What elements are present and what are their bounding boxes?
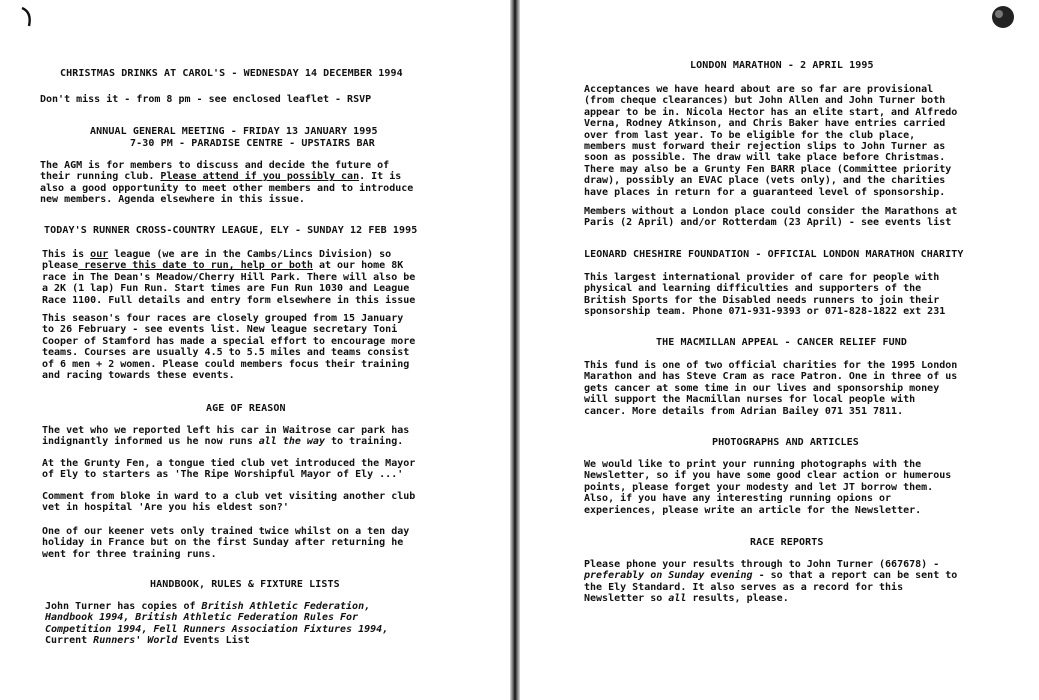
- race-text-b: - so that a report can be sent to the Ely Standard. It also serves as a record for this Newsletter so: [584, 570, 958, 605]
- age-paragraph-2: At the Grunty Fen, a tongue tied club vet introduced the Mayor of Ely to starters as 'The Ripe Worshipful Mayor of Ely ...': [42, 458, 416, 481]
- age-paragraph-3: Comment from bloke in ward to a club vet visiting another club vet in hospital 'Are you his eldest son?': [42, 491, 416, 514]
- race-italic-1: preferably on Sunday evening: [584, 570, 753, 582]
- handbook-paragraph: [45, 601, 388, 647]
- agm-subheading: 7-30 PM - PARADISE CENTRE - UPSTAIRS BAR: [130, 138, 375, 149]
- photos-paragraph: We would like to print your running photographs with the Newsletter, so if you have some good clear action or humerous points, please forget your modesty and let JT borrow them. Also, if you have any interesting running opions or experiences, please write an article for the Newsletter.: [584, 459, 952, 516]
- league-reserve: reserve this date to run, help or both: [78, 260, 313, 272]
- page-gutter: [510, 0, 520, 700]
- agm-text-a: The AGM is for members to discuss and decide the future of their running club.: [40, 160, 390, 183]
- race-text-a: Please phone your results through to John Turner (667678) -: [584, 559, 940, 570]
- cheshire-heading: LEONARD CHESHIRE FOUNDATION - OFFICIAL LONDON MARATHON CHARITY: [584, 249, 964, 260]
- macmillan-paragraph: This fund is one of two official charities for the 1995 London Marathon and has Steve Cram as race Patron. One in three of us gets cancer at some time in our lives and sponsorship money will support the Macmillan nurses for local people with cancer. More details from Adrian Bailey 071 351 7811.: [584, 360, 958, 417]
- agm-paragraph: [40, 160, 413, 206]
- league-text-b: league (we are in the Cambs/Lincs Division) so please: [42, 249, 392, 272]
- agm-heading: ANNUAL GENERAL MEETING - FRIDAY 13 JANUARY 1995: [90, 126, 378, 137]
- marathon-paragraph-1: Acceptances we have heard about are so far are provisional (from cheque clearances) but John Allen and John Turner both appear to be in. Nicola Hector has an elite start, and Alfredo Verna, Rodney Atkinson, and Chris Baker have entries carried over from last year. To be eligible for the club place, members must forward their rejection slips to John Turner as soon as possible. The draw will take place before Christmas. There may also be a Grunty Fen BARR place (Committee priority draw), possibly an EVAC place (vets only), and the charities have places in return for a guaranteed level of sponsorship.: [584, 84, 958, 198]
- macmillan-heading: THE MACMILLAN APPEAL - CANCER RELIEF FUND: [656, 337, 907, 348]
- age-italic: all the way: [258, 436, 325, 448]
- age-text-b: to training.: [324, 436, 404, 448]
- race-heading: RACE REPORTS: [750, 537, 824, 548]
- punch-hole-icon: [990, 4, 1016, 30]
- photos-heading: PHOTOGRAPHS AND ARTICLES: [712, 437, 859, 448]
- age-paragraph-4: One of our keener vets only trained twice whilst on a ten day holiday in France but on the first Sunday after returning he went for three training runs.: [42, 526, 410, 560]
- punch-hole-icon: [20, 6, 34, 28]
- right-page: [520, 0, 1039, 700]
- agm-underline: Please attend if you possibly can: [160, 171, 360, 183]
- age-text-a: The vet who we reported left his car in Waitrose car park has indignantly informed us he now runs: [42, 425, 410, 448]
- league-our: our: [90, 249, 109, 260]
- age-heading: AGE OF REASON: [206, 403, 286, 414]
- handbook-text-1: John Turner has copies of: [45, 601, 202, 612]
- marathon-heading: LONDON MARATHON - 2 APRIL 1995: [690, 60, 874, 71]
- handbook-italic-2: Runners' World: [93, 635, 178, 647]
- league-paragraph-1: [42, 249, 415, 306]
- race-paragraph: [584, 559, 957, 605]
- league-text-a: This is: [42, 249, 91, 260]
- christmas-heading: CHRISTMAS DRINKS AT CAROL'S - WEDNESDAY 14 DECEMBER 1994: [60, 68, 403, 79]
- left-page: [0, 0, 510, 700]
- league-paragraph-2: This season's four races are closely grouped from 15 January to 26 February - see events list. New league secretary Toni Cooper of Stamford has made a special effort to encourage more teams. Courses are usually 4.5 to 5.5 miles and teams consist of 6 men + 2 women. Please could members focus their training and racing towards these events.: [42, 313, 416, 382]
- handbook-italic-1: British Athletic Federation, Handbook 1994, British Athletic Federation Rules For Competition 1994, Fell Runners Association Fixtures 1994,: [45, 601, 389, 635]
- handbook-text-3: Events List: [177, 635, 250, 647]
- agm-text-b: . It is also a good opportunity to meet other members and to introduce new members. Agenda elsewhere in this issue.: [40, 171, 414, 206]
- league-heading: TODAY'S RUNNER CROSS-COUNTRY LEAGUE, ELY - SUNDAY 12 FEB 1995: [44, 225, 418, 236]
- cheshire-paragraph: This largest international provider of care for people with physical and learning difficulties and supporters of the British Sports for the Disabled needs runners to join their sponsorship team. Phone 071-931-9393 or 071-828-1822 ext 231: [584, 272, 946, 318]
- age-paragraph-1: [42, 425, 409, 448]
- handbook-text-2: Current: [45, 635, 88, 647]
- race-text-c: results, please.: [686, 593, 789, 605]
- handbook-heading: HANDBOOK, RULES & FIXTURE LISTS: [150, 579, 340, 590]
- league-text-c: at our home 8K race in The Dean's Meadow/Cherry Hill Park. There will also be a 2K (1 lap) Fun Run. Start times are Fun Run 1030 and League Race 1100. Full details and entry form elsewhere in this issue: [42, 260, 416, 306]
- race-italic-2: all: [668, 593, 687, 605]
- marathon-paragraph-2: Members without a London place could consider the Marathons at Paris (2 April) and/or Rotterdam (23 April) - see events list: [584, 206, 958, 229]
- christmas-text: Don't miss it - from 8 pm - see enclosed leaflet - RSVP: [40, 94, 372, 105]
